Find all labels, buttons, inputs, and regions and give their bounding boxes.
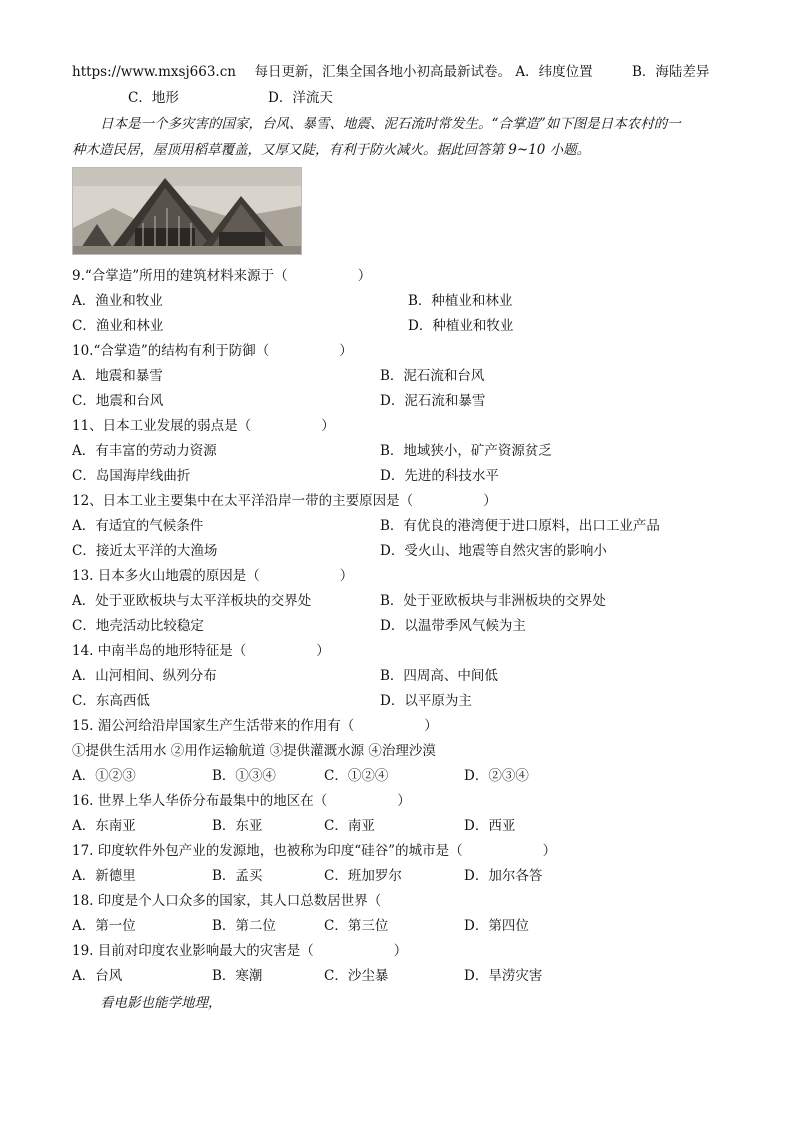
q9-option-a[interactable]: A．渔业和牧业 xyxy=(72,293,163,309)
q11-option-b[interactable]: B．地域狭小，矿产资源贫乏 xyxy=(380,443,552,459)
prev-option-a: A．纬度位置 xyxy=(515,64,593,80)
q15-option-b[interactable]: B．①③④ xyxy=(212,768,276,784)
q15-option-d[interactable]: D．②③④ xyxy=(464,768,529,784)
q10-option-c[interactable]: C．地震和台风 xyxy=(72,393,164,409)
q11-option-a[interactable]: A．有丰富的劳动力资源 xyxy=(72,443,217,459)
question-17: 17. 印度软件外包产业的发源地，也被称为印度“硅谷”的城市是（ ） xyxy=(72,843,557,859)
q18-option-b[interactable]: B．第二位 xyxy=(212,918,276,934)
next-section-intro: 看电影也能学地理， xyxy=(100,995,222,1011)
q14-option-b[interactable]: B．四周高、中间低 xyxy=(380,668,498,684)
q16-option-d[interactable]: D．西亚 xyxy=(464,818,516,834)
q14-option-d[interactable]: D．以平原为主 xyxy=(380,693,472,709)
question-15: 15. 湄公河给沿岸国家生产生活带来的作用有（ ） xyxy=(72,718,438,734)
q18-option-a[interactable]: A．第一位 xyxy=(72,918,136,934)
question-9: 9.“合掌造”所用的建筑材料来源于（ ） xyxy=(72,268,372,284)
q17-option-d[interactable]: D．加尔各答 xyxy=(464,868,543,884)
question-10: 10.“合掌造”的结构有利于防御（ ） xyxy=(72,343,353,359)
gassho-house-photo xyxy=(72,167,302,255)
q10-option-d[interactable]: D．泥石流和暴雪 xyxy=(380,393,486,409)
question-12: 12、日本工业主要集中在太平洋沿岸一带的主要原因是（ ） xyxy=(72,493,497,509)
q9-option-c[interactable]: C．渔业和林业 xyxy=(72,318,164,334)
question-16: 16. 世界上华人华侨分布最集中的地区在（ ） xyxy=(72,793,411,809)
question-14: 14. 中南半岛的地形特征是（ ） xyxy=(72,643,330,659)
q16-option-a[interactable]: A．东南亚 xyxy=(72,818,136,834)
intro-line-1: 日本是一个多灾害的国家，台风、暴雪、地震、泥石流时常发生。“合掌造”如下图是日本农村的一 xyxy=(100,116,681,132)
q9-option-d[interactable]: D．种植业和牧业 xyxy=(408,318,514,334)
q17-option-a[interactable]: A．新德里 xyxy=(72,868,136,884)
q13-option-c[interactable]: C．地壳活动比较稳定 xyxy=(72,618,204,634)
source-url[interactable]: https://www.mxsj663.cn xyxy=(72,64,236,80)
question-13: 13. 日本多火山地震的原因是（ ） xyxy=(72,568,354,584)
q14-option-a[interactable]: A．山河相间、纵列分布 xyxy=(72,668,217,684)
gassho-house-illustration xyxy=(73,168,301,254)
q15-option-c[interactable]: C．①②④ xyxy=(324,768,389,784)
q17-option-c[interactable]: C．班加罗尔 xyxy=(324,868,402,884)
q18-option-c[interactable]: C．第三位 xyxy=(324,918,389,934)
q13-option-a[interactable]: A．处于亚欧板块与太平洋板块的交界处 xyxy=(72,593,312,609)
q19-option-a[interactable]: A．台风 xyxy=(72,968,123,984)
q10-option-a[interactable]: A．地震和暴雪 xyxy=(72,368,163,384)
q13-option-d[interactable]: D．以温带季风气候为主 xyxy=(380,618,526,634)
q12-option-d[interactable]: D．受火山、地震等自然灾害的影响小 xyxy=(380,543,607,559)
q16-option-b[interactable]: B．东亚 xyxy=(212,818,263,834)
q10-option-b[interactable]: B．泥石流和台风 xyxy=(380,368,485,384)
q18-option-d[interactable]: D．第四位 xyxy=(464,918,529,934)
q9-option-b[interactable]: B．种植业和林业 xyxy=(408,293,513,309)
q15-statements: ①提供生活用水 ②用作运输航道 ③提供灌溉水源 ④治理沙漠 xyxy=(72,743,436,759)
q16-option-c[interactable]: C．南亚 xyxy=(324,818,375,834)
q19-option-b[interactable]: B．寒潮 xyxy=(212,968,263,984)
q19-option-d[interactable]: D．旱涝灾害 xyxy=(464,968,543,984)
prev-option-b: B．海陆差异 xyxy=(632,64,710,80)
q11-option-c[interactable]: C．岛国海岸线曲折 xyxy=(72,468,191,484)
q12-option-a[interactable]: A．有适宜的气候条件 xyxy=(72,518,204,534)
question-11: 11、日本工业发展的弱点是（ ） xyxy=(72,418,335,434)
update-notice: 每日更新，汇集全国各地小初高最新试卷。 xyxy=(254,64,512,80)
header-line xyxy=(72,62,593,82)
q14-option-c[interactable]: C．东高西低 xyxy=(72,693,150,709)
q12-option-b[interactable]: B．有优良的港湾便于进口原料，出口工业产品 xyxy=(380,518,660,534)
prev-option-c: C．地形 xyxy=(128,90,179,106)
q19-option-c[interactable]: C．沙尘暴 xyxy=(324,968,389,984)
question-18: 18. 印度是个人口众多的国家，其人口总数居世界（ xyxy=(72,893,382,909)
question-19: 19. 目前对印度农业影响最大的灾害是（ ） xyxy=(72,943,408,959)
q13-option-b[interactable]: B．处于亚欧板块与非洲板块的交界处 xyxy=(380,593,606,609)
q12-option-c[interactable]: C．接近太平洋的大渔场 xyxy=(72,543,218,559)
prev-option-d: D．洋流天 xyxy=(268,90,333,106)
q11-option-d[interactable]: D．先进的科技水平 xyxy=(380,468,499,484)
q17-option-b[interactable]: B．孟买 xyxy=(212,868,263,884)
intro-line-2: 种木造民居，屋顶用稻草覆盖，又厚又陡，有利于防火减火。据此回答第 9~10 小题。 xyxy=(72,142,591,158)
q15-option-a[interactable]: A．①②③ xyxy=(72,768,136,784)
